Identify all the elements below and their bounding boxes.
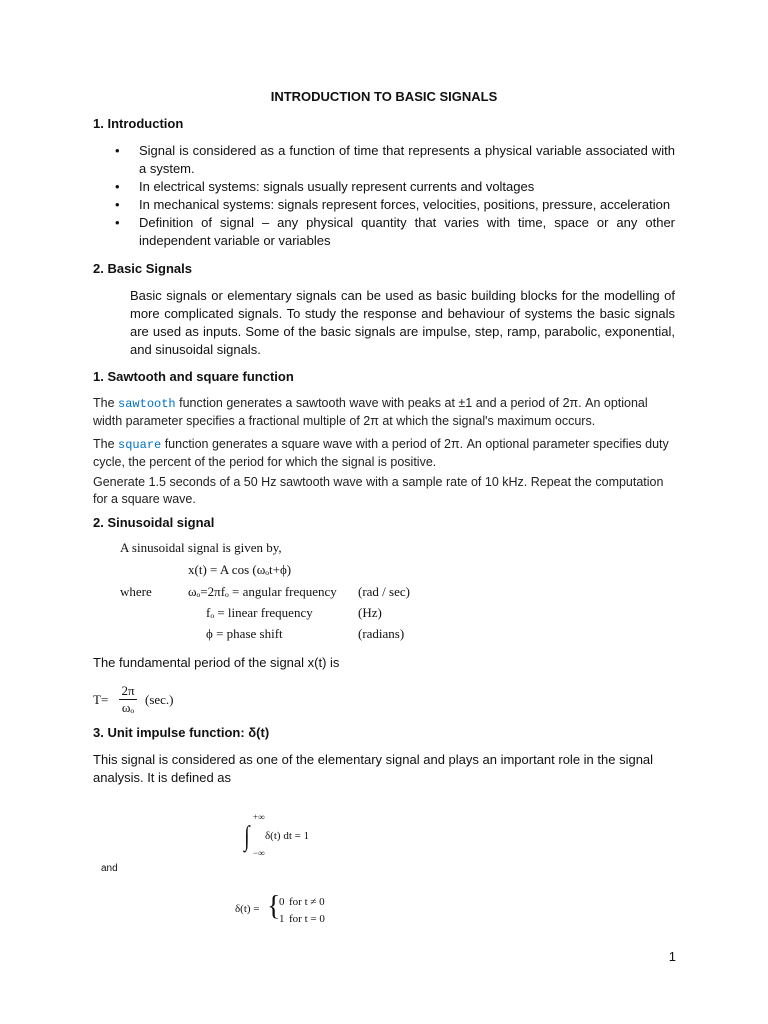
integral-sign: ∫ — [244, 821, 250, 852]
introduction-bullet-list — [93, 142, 675, 250]
generate-paragraph: Generate 1.5 seconds of a 50 Hz sawtooth wave with a sample rate of 10 kHz. Repeat the computation for a square wave. — [93, 475, 664, 506]
sinusoidal-heading: 2. Sinusoidal signal — [93, 515, 215, 530]
basic-signals-paragraph: Basic signals or elementary signals can be used as basic building blocks for the modelling of more complicated signals. To study the response and behaviour of systems the basic signals are used as inputs. Some of the basic signals are impulse, step, ramp, parabolic, exponential, and sinusoidal signals. — [130, 288, 675, 357]
sinusoidal-equation-image: A sinusoidal signal is given by, x(t) = A cos (ωₒt+ϕ) where ωₒ=2πfₒ = angular frequency (rad / sec) fₒ = linear frequency (Hz) ϕ = phase shift (radians) — [118, 538, 428, 646]
list-item: • Definition of signal – any physical quantity that varies with time, space or any other independent variable or variables — [115, 215, 675, 248]
unit-impulse-paragraph: This signal is considered as one of the elementary signal and plays an important role in the signal analysis. It is defined as — [93, 752, 654, 785]
list-item: • In electrical systems: signals usually represent currents and voltages — [115, 179, 535, 194]
cases-brace: { — [267, 891, 281, 922]
sawtooth-paragraph: The sawtooth function generates a sawtooth wave with peaks at ±1 and a period of 2π. An optional width parameter specifies a fractional multiple of 2π at which the signal's maximum occurs. — [93, 396, 648, 428]
square-code: square — [118, 438, 162, 452]
section-basic-signals-heading: 2. Basic Signals — [93, 261, 192, 276]
impulse-definition-image: +∞ ∫ −∞ δ(t) dt = 1 and δ(t) = { 0 for t ≠ 0 1 for t = 0 — [93, 800, 325, 932]
list-item: • In mechanical systems: signals represent forces, velocities, positions, pressure, acceleration — [115, 197, 671, 212]
list-item: • Signal is considered as a function of time that represents a physical variable associated with a system. — [115, 143, 675, 176]
page-number: 1 — [668, 949, 676, 964]
section-introduction-heading: 1. Introduction — [93, 116, 184, 131]
sawtooth-square-heading: 1. Sawtooth and square function — [93, 369, 294, 384]
period-formula: T= 2π ωₒ (sec.) — [93, 683, 174, 715]
document-title: INTRODUCTION TO BASIC SIGNALS — [270, 89, 498, 104]
sawtooth-code: sawtooth — [118, 397, 176, 411]
unit-impulse-heading: 3. Unit impulse function: δ(t) — [93, 725, 270, 740]
fundamental-period-text: The fundamental period of the signal x(t) is — [93, 655, 340, 670]
square-paragraph: The square function generates a square wave with a period of 2π. An optional parameter specifies duty cycle, the percent of the period for which the signal is positive. — [93, 437, 669, 469]
